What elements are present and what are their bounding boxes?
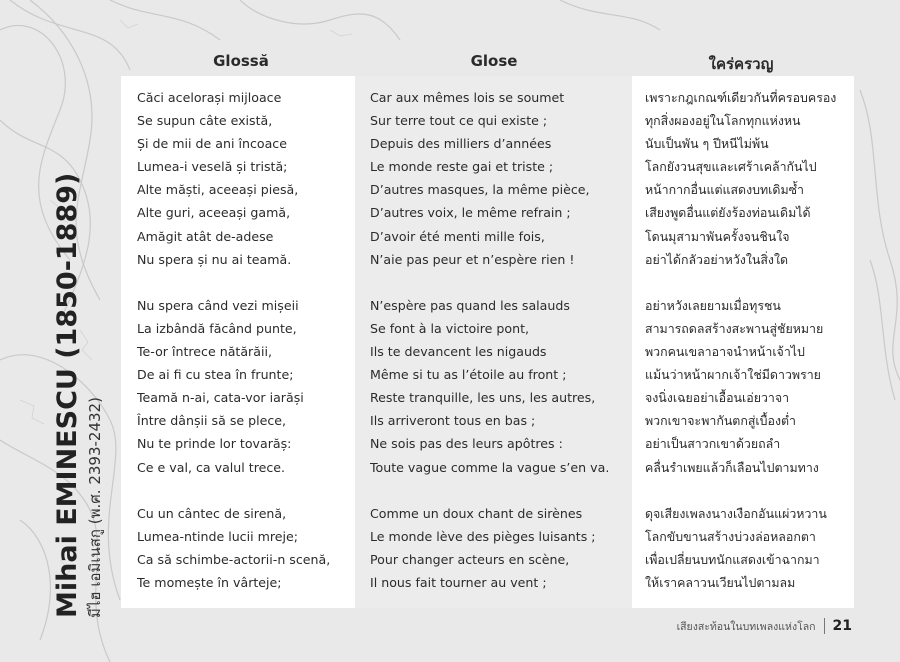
poem-line: Sur terre tout ce qui existe ; bbox=[370, 113, 548, 129]
poem-line: เพื่อเปลี่ยนบทนักแสดงเข้าฉากมา bbox=[645, 551, 820, 567]
stanza bbox=[370, 294, 609, 479]
poem-line: หน้ากากอื่นแต่แสดงบทเดิมซ้ำ bbox=[645, 182, 804, 198]
poem-line: แม้นว่าหน้าผากเจ้าใช่มีดาวพราย bbox=[645, 367, 821, 383]
poem-line: N’espère pas quand les salauds bbox=[370, 297, 570, 313]
stanza bbox=[645, 502, 836, 594]
poem-line: Cu un cântec de sirenă, bbox=[137, 505, 287, 521]
poem-line: D’avoir été menti mille fois, bbox=[370, 228, 545, 244]
poem-line: เพราะกฎเกณฑ์เดียวกันที่ครอบครอง bbox=[645, 90, 837, 105]
poem-line: โดนมุสามาพันครั้งจนชินใจ bbox=[645, 228, 790, 244]
poem-line: Te-or întrece nătărăii, bbox=[137, 344, 272, 360]
heading-thai: ใคร่ครวญ bbox=[708, 55, 774, 73]
stanza bbox=[137, 294, 330, 479]
poem-line: โลกขับขานสร้างบ่วงล่อหลอกตา bbox=[645, 528, 816, 544]
poem-column-thai bbox=[645, 86, 836, 617]
poem-column-romanian bbox=[137, 86, 330, 617]
poem-line: Ca să schimbe-actorii-n scenă, bbox=[137, 551, 331, 567]
poem-line: Car aux mêmes lois se soumet bbox=[370, 90, 565, 105]
poem-line: Nu te prinde lor tovarăș: bbox=[137, 436, 292, 452]
poem-line: อย่าหวังเลยยามเมื่อทุรชน bbox=[645, 297, 781, 313]
poem-line: ทุกสิ่งผองอยู่ในโลกทุกแห่งหน bbox=[645, 113, 801, 129]
poem-line: Pour changer acteurs en scène, bbox=[370, 551, 570, 567]
poem-line: ให้เราคลาวนเวียนไปตามลม bbox=[645, 574, 796, 590]
poem-line: La izbândă făcând punte, bbox=[137, 320, 297, 336]
page-number: 21 bbox=[832, 618, 852, 634]
poem-line: N’aie pas peur et n’espère rien ! bbox=[370, 251, 575, 267]
poem-line: Lumea-i veselă și tristă; bbox=[137, 159, 288, 175]
poem-line: Și de mii de ani încoace bbox=[137, 136, 287, 152]
poem-line: จงนิ่งเฉยอย่าเอื้อนเอ่ยวาจา bbox=[645, 390, 790, 406]
poem-line: พวกคนเขลาอาจนำหน้าเจ้าไป bbox=[645, 344, 805, 360]
poem-line: De ai fi cu stea în frunte; bbox=[137, 367, 294, 383]
poem-line: Alte guri, aceeași gamă, bbox=[137, 205, 291, 221]
poem-line: อย่าได้กลัวอย่าหวังในสิ่งใด bbox=[645, 251, 789, 267]
poem-line: โลกยังวนสุขและเศร้าเคล้ากันไป bbox=[645, 159, 817, 175]
poem-line: Depuis des milliers d’années bbox=[370, 136, 552, 152]
poem-line: Se supun câte există, bbox=[137, 113, 273, 129]
stanza bbox=[137, 86, 330, 271]
poem-line: Le monde reste gai et triste ; bbox=[370, 159, 554, 175]
poem-line: Teamă n-ai, cata-vor iarăși bbox=[137, 390, 304, 406]
book-title: เสียงสะท้อนในบทเพลงแห่งโลก bbox=[676, 620, 816, 633]
poem-line: Toute vague comme la vague s’en va. bbox=[370, 459, 610, 475]
poem-line: Alte măști, aceeași piesă, bbox=[137, 182, 299, 198]
poem-line: Se font à la victoire pont, bbox=[370, 320, 530, 336]
stanza bbox=[370, 86, 609, 271]
stanza bbox=[137, 502, 330, 594]
poem-line: D’autres voix, le même refrain ; bbox=[370, 205, 571, 221]
poem-line: Il nous fait tourner au vent ; bbox=[370, 574, 547, 590]
poem-line: Căci acelorași mijloace bbox=[137, 90, 282, 105]
poem-column-french bbox=[370, 86, 609, 617]
poem-line: อย่าเป็นสาวกเขาด้วยถลำ bbox=[645, 436, 781, 452]
stanza bbox=[645, 86, 836, 271]
poem-line: พวกเขาจะพากันตกสู่เบื้องต่ำ bbox=[645, 413, 797, 429]
poem-line: Amăgit atât de-adese bbox=[137, 228, 274, 244]
poem-line: Même si tu as l’étoile au front ; bbox=[370, 367, 567, 383]
poet-name: Mihai EMINESCU (1850-1889) bbox=[52, 172, 83, 618]
heading-romanian: Glossă bbox=[213, 52, 269, 70]
poem-line: Nu spera și nu ai teamă. bbox=[137, 251, 292, 267]
poem-line: สามารถดลสร้างสะพานสู่ชัยหมาย bbox=[645, 320, 824, 336]
stanza bbox=[645, 294, 836, 479]
poem-line: Ils te devancent les nigauds bbox=[370, 344, 547, 360]
poem-line: Ne sois pas des leurs apôtres : bbox=[370, 436, 563, 452]
poem-line: Nu spera când vezi mișeii bbox=[137, 297, 299, 313]
page-footer bbox=[677, 614, 852, 638]
poem-line: Între dânșii să se plece, bbox=[137, 413, 287, 429]
poem-line: คลื่นรำเพยแล้วก็เลือนไปตามทาง bbox=[645, 459, 819, 475]
poem-line: Te momește în vârteje; bbox=[137, 574, 282, 590]
stanza bbox=[370, 502, 609, 594]
poem-line: Ce e val, ca valul trece. bbox=[137, 459, 286, 475]
poet-name-thai: มีไฮ เอมิเนสกู (พ.ศ. 2393-2432) bbox=[86, 397, 104, 618]
poem-line: Lumea-ntinde lucii mreje; bbox=[137, 528, 299, 544]
poem-line: Le monde lève des pièges luisants ; bbox=[370, 528, 596, 544]
poem-line: Ils arriveront tous en bas ; bbox=[370, 413, 536, 429]
poet-title-block bbox=[52, 173, 106, 618]
heading-french: Glose bbox=[470, 52, 518, 70]
poem-line: D’autres masques, la même pièce, bbox=[370, 182, 590, 198]
poem-line: ดุจเสียงเพลงนางเงือกอันแผ่วหวาน bbox=[645, 505, 827, 521]
footer-divider bbox=[824, 618, 825, 634]
poem-line: นับเป็นพัน ๆ ปีหนีไม่พ้น bbox=[645, 136, 769, 152]
poem-line: เสียงพูดอื่นแต่ยังร้องท่อนเดิมได้ bbox=[645, 205, 811, 221]
poem-line: Reste tranquille, les uns, les autres, bbox=[370, 390, 596, 406]
poem-line: Comme un doux chant de sirènes bbox=[370, 505, 583, 521]
